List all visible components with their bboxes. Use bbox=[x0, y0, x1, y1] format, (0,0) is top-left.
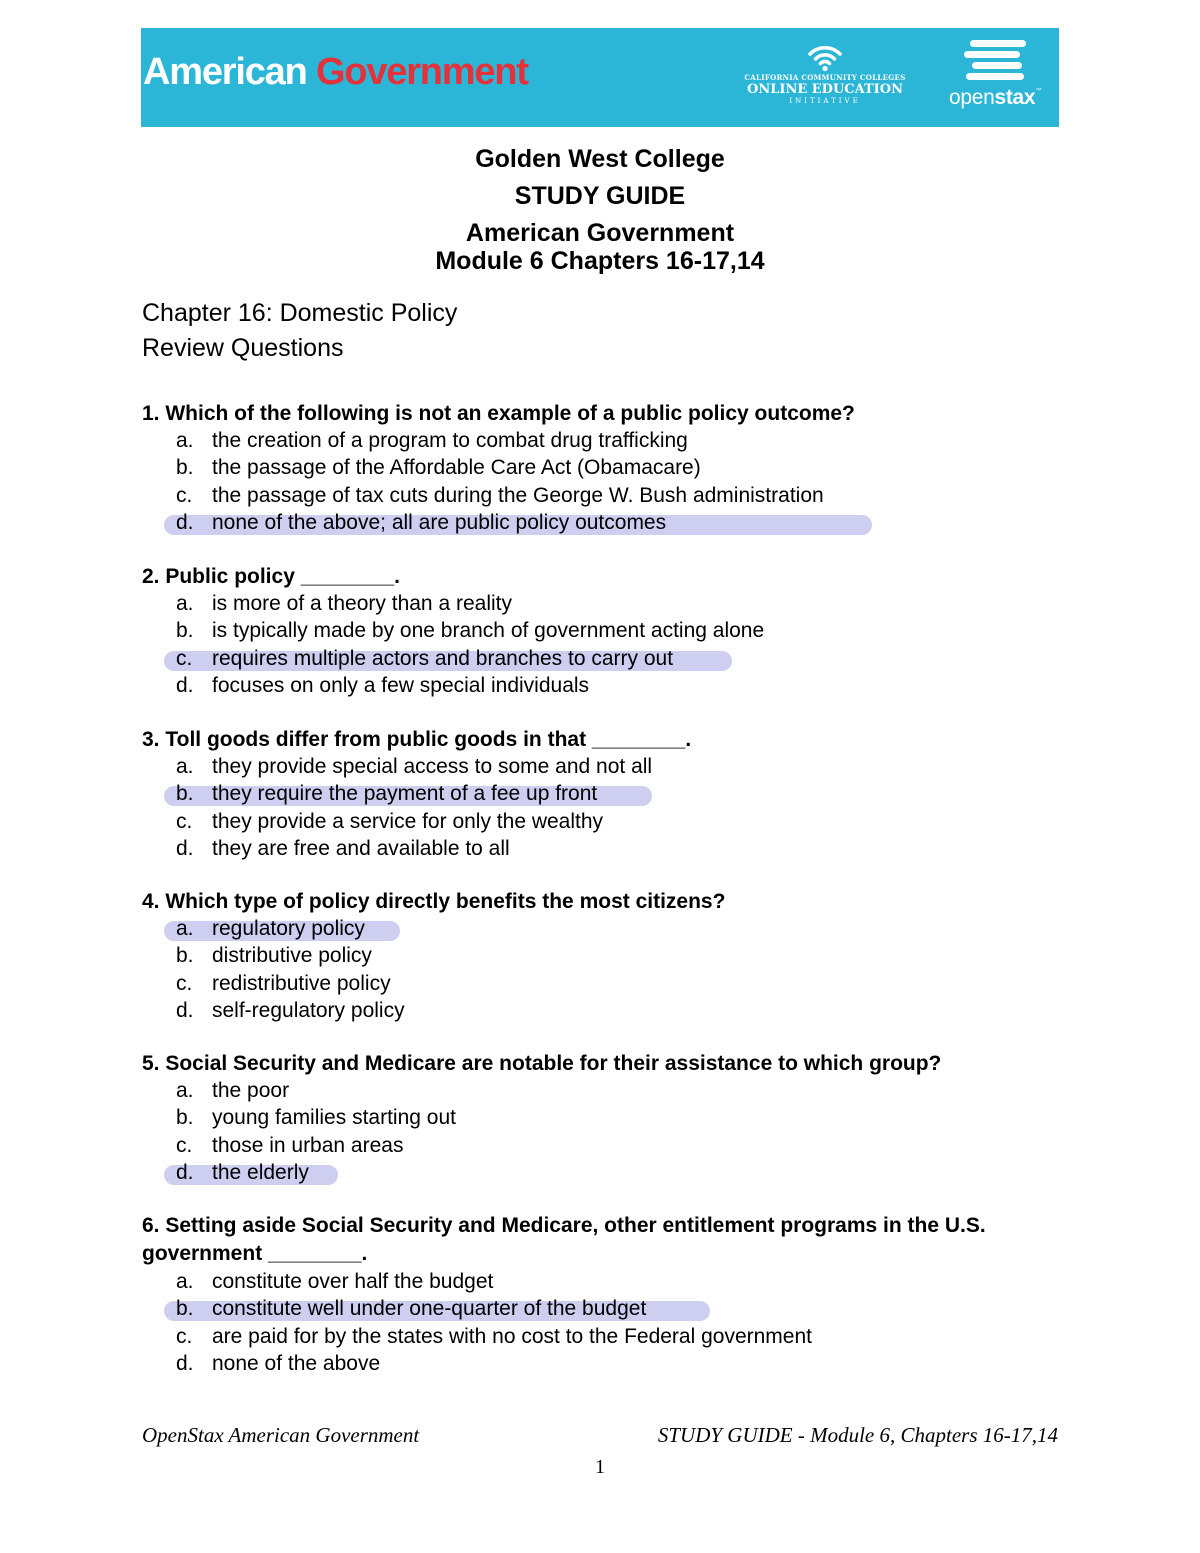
option-a bbox=[142, 427, 1062, 454]
option-d bbox=[142, 1350, 1062, 1377]
option-letter: d. bbox=[176, 1351, 194, 1375]
question-5 bbox=[142, 1050, 1062, 1186]
banner-title-government: Government bbox=[315, 51, 528, 93]
option-b-highlighted bbox=[142, 780, 1062, 807]
option-c bbox=[142, 970, 1062, 997]
option-letter: c. bbox=[176, 483, 193, 507]
option-letter: a. bbox=[176, 917, 194, 940]
option-c bbox=[142, 808, 1062, 835]
question-text: 3. Toll goods differ from public goods in that ________. bbox=[142, 728, 692, 751]
option-letter: b. bbox=[176, 619, 194, 643]
option-letter: d. bbox=[176, 998, 194, 1022]
option-b bbox=[142, 454, 1062, 481]
question-1 bbox=[142, 400, 1062, 536]
option-letter: b. bbox=[176, 456, 194, 480]
openstax-books-icon bbox=[960, 38, 1030, 84]
ccc-online-education-logo bbox=[739, 40, 911, 120]
option-letter: b. bbox=[176, 1106, 194, 1130]
option-letter: b. bbox=[176, 944, 194, 968]
option-text: none of the above; all are public policy outcomes bbox=[212, 510, 667, 534]
option-letter: a. bbox=[176, 755, 194, 778]
footer-left: OpenStax American Government bbox=[142, 1423, 420, 1447]
option-letter: d. bbox=[176, 510, 194, 534]
option-letter: d. bbox=[176, 1160, 194, 1184]
option-letter: a. bbox=[176, 1079, 194, 1102]
option-letter: b. bbox=[176, 1297, 194, 1321]
option-letter: c. bbox=[176, 646, 193, 670]
option-text: constitute over half the budget bbox=[212, 1270, 494, 1293]
option-a bbox=[142, 590, 1062, 617]
banner-title-american: American bbox=[143, 51, 307, 93]
option-d-highlighted bbox=[142, 1159, 1062, 1186]
page-number: 1 bbox=[595, 1456, 605, 1478]
option-letter: a. bbox=[176, 1270, 194, 1293]
document-type: STUDY GUIDE bbox=[514, 182, 686, 210]
question-2 bbox=[142, 563, 1062, 699]
option-b bbox=[142, 1104, 1062, 1131]
openstax-wordmark bbox=[937, 86, 1053, 110]
option-a-highlighted bbox=[142, 915, 1062, 942]
option-text: focuses on only a few special individuals bbox=[212, 673, 590, 697]
question-6 bbox=[142, 1212, 1062, 1377]
option-letter: c. bbox=[176, 1133, 193, 1157]
option-b bbox=[142, 942, 1062, 969]
chapter-subtitle: Review Questions bbox=[142, 334, 344, 362]
option-c-highlighted bbox=[142, 645, 1062, 672]
option-letter: c. bbox=[176, 971, 193, 995]
option-text: they provide a service for only the wealthy bbox=[212, 809, 604, 833]
option-b bbox=[142, 617, 1062, 644]
option-text: requires multiple actors and branches to carry out bbox=[212, 646, 674, 670]
openstax-trademark: ™ bbox=[1035, 88, 1042, 94]
openstax-word-open: open bbox=[948, 86, 995, 109]
option-d bbox=[142, 835, 1062, 862]
option-letter: b. bbox=[176, 782, 194, 806]
option-text: are paid for by the states with no cost to the Federal government bbox=[212, 1324, 812, 1348]
option-text: self-regulatory policy bbox=[212, 998, 405, 1022]
option-text: constitute well under one-quarter of the budget bbox=[212, 1297, 647, 1321]
course-name: American Government bbox=[465, 219, 735, 247]
college-name: Golden West College bbox=[475, 145, 725, 173]
options-list bbox=[142, 1077, 1062, 1186]
options-list bbox=[142, 915, 1062, 1024]
wifi-icon bbox=[806, 40, 844, 72]
option-letter: a. bbox=[176, 592, 194, 615]
option-letter: c. bbox=[176, 809, 193, 833]
openstax-word-stax: stax bbox=[994, 86, 1036, 109]
question-text: 1. Which of the following is not an example of a public policy outcome? bbox=[142, 402, 855, 425]
option-c bbox=[142, 1132, 1062, 1159]
ccc-line-1: CALIFORNIA COMMUNITY COLLEGES bbox=[744, 73, 906, 82]
page-footer bbox=[142, 1423, 1060, 1453]
option-d bbox=[142, 997, 1062, 1024]
option-text: none of the above bbox=[212, 1351, 381, 1375]
option-letter: d. bbox=[176, 836, 194, 860]
options-list bbox=[142, 753, 1062, 862]
option-text: the creation of a program to combat drug trafficking bbox=[212, 429, 688, 452]
option-text: they are free and available to all bbox=[212, 836, 510, 860]
option-d bbox=[142, 672, 1062, 699]
option-text: those in urban areas bbox=[212, 1133, 404, 1157]
options-list bbox=[142, 1268, 1062, 1377]
option-text: they provide special access to some and not all bbox=[212, 755, 653, 778]
option-a bbox=[142, 1268, 1062, 1295]
option-c bbox=[142, 1323, 1062, 1350]
option-letter: c. bbox=[176, 1324, 193, 1348]
option-b-highlighted bbox=[142, 1295, 1062, 1322]
option-letter: a. bbox=[176, 429, 194, 452]
option-text: the elderly bbox=[212, 1160, 309, 1184]
footer-right: STUDY GUIDE - Module 6, Chapters 16-17,14 bbox=[657, 1423, 1058, 1447]
option-text: is more of a theory than a reality bbox=[212, 592, 512, 615]
module-title: Module 6 Chapters 16-17,14 bbox=[435, 247, 765, 275]
option-letter: d. bbox=[176, 673, 194, 697]
option-text: the poor bbox=[212, 1079, 290, 1102]
banner-title bbox=[143, 51, 528, 94]
option-c bbox=[142, 482, 1062, 509]
option-d-highlighted bbox=[142, 509, 1062, 536]
option-text: regulatory policy bbox=[212, 917, 365, 940]
options-list bbox=[142, 427, 1062, 536]
question-3 bbox=[142, 726, 1062, 862]
option-text: distributive policy bbox=[212, 944, 372, 968]
question-text: 6. Setting aside Social Security and Medicare, other entitlement programs in the U.S. government ________. bbox=[142, 1214, 986, 1265]
title-block bbox=[0, 141, 1200, 276]
option-text: the passage of tax cuts during the George W. Bush administration bbox=[212, 483, 824, 507]
option-text: the passage of the Affordable Care Act (Obamacare) bbox=[212, 456, 701, 480]
question-text: 4. Which type of policy directly benefits the most citizens? bbox=[142, 890, 726, 913]
header-banner bbox=[141, 28, 1059, 127]
option-text: they require the payment of a fee up front bbox=[212, 782, 598, 806]
options-list bbox=[142, 590, 1062, 699]
openstax-logo bbox=[937, 38, 1053, 118]
question-4 bbox=[142, 888, 1062, 1024]
option-text: young families starting out bbox=[212, 1106, 456, 1130]
chapter-title: Chapter 16: Domestic Policy bbox=[142, 299, 458, 327]
option-a bbox=[142, 753, 1062, 780]
option-text: is typically made by one branch of government acting alone bbox=[212, 619, 765, 643]
option-a bbox=[142, 1077, 1062, 1104]
option-text: redistributive policy bbox=[212, 971, 391, 995]
ccc-line-2: ONLINE EDUCATION bbox=[747, 82, 903, 97]
ccc-line-3: INITIATIVE bbox=[789, 97, 861, 105]
question-text: 5. Social Security and Medicare are notable for their assistance to which group? bbox=[142, 1052, 942, 1075]
question-text: 2. Public policy ________. bbox=[142, 565, 400, 588]
